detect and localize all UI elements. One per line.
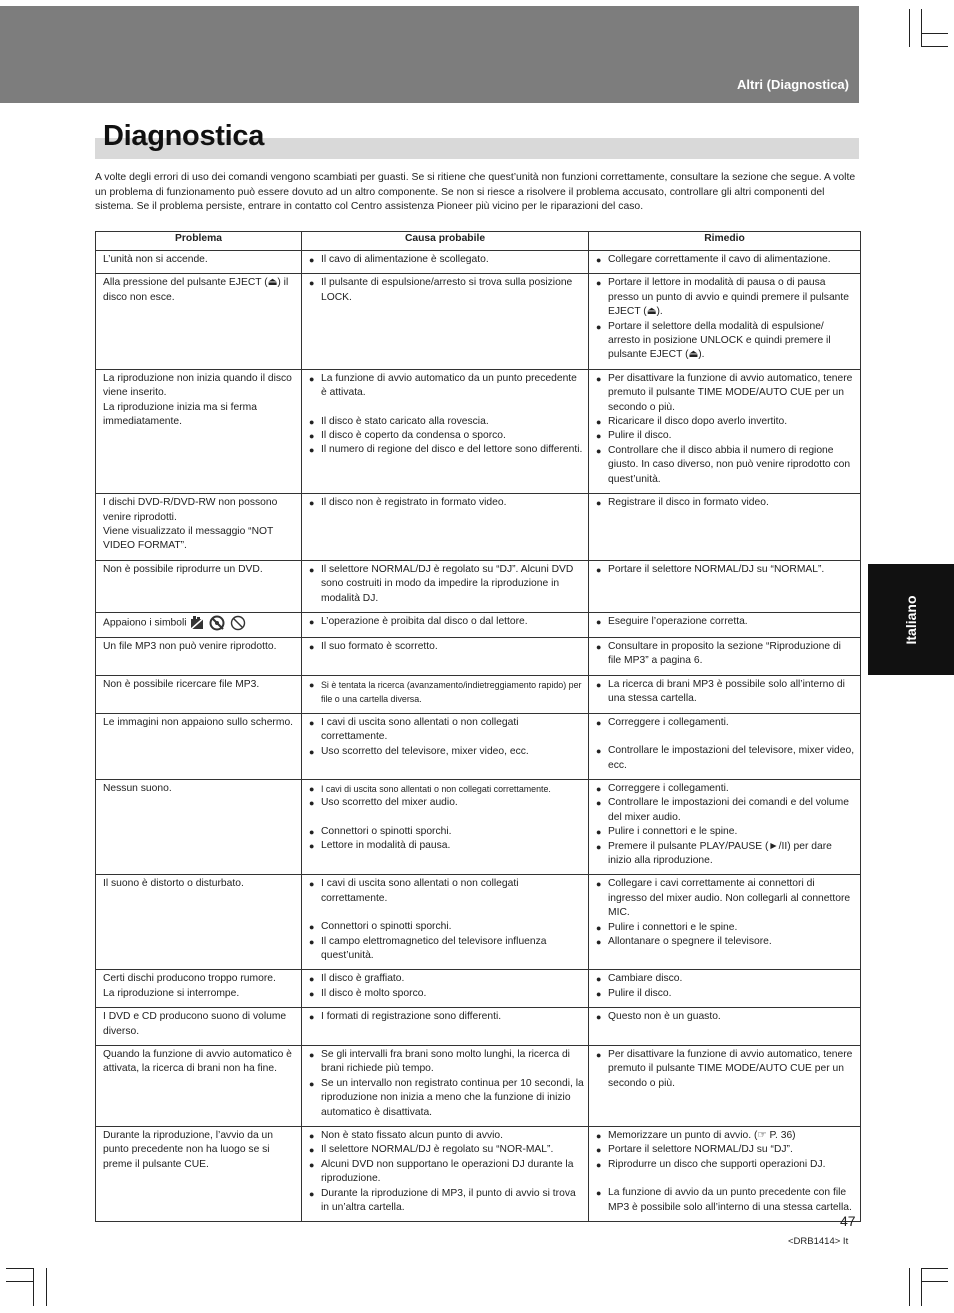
cause-item: ● Il disco è molto sporco. xyxy=(309,987,584,1001)
problem-cell xyxy=(96,1008,302,1046)
table-row xyxy=(96,1008,861,1046)
problem-cell xyxy=(96,274,302,369)
crop-mark xyxy=(921,33,948,34)
header-band xyxy=(0,6,859,103)
crop-mark xyxy=(921,46,948,47)
section-title: Altri (Diagnostica) xyxy=(737,77,849,92)
remedy-item: ● Pulire i connettori e le spine. xyxy=(596,825,856,839)
remedy-item: ● Cambiare disco. xyxy=(596,972,856,986)
cause-cell xyxy=(302,779,589,874)
problem-text: L’unità non si accende. xyxy=(103,254,208,265)
problem-text: Appaiono i simboli xyxy=(103,617,187,629)
problem-cell xyxy=(96,970,302,1008)
crop-mark xyxy=(921,1268,948,1269)
cause-item: ● Il disco è coperto da condensa o sporco. xyxy=(309,429,584,443)
spacer xyxy=(309,906,584,920)
problem-cell xyxy=(96,251,302,274)
remedy-item: ● Per disattivare la funzione di avvio automatico, tenere premuto il pulsante TIME MODE/AUTO CUE per un secondo o più. xyxy=(596,1048,856,1091)
table-row xyxy=(96,970,861,1008)
table-row xyxy=(96,251,861,274)
crop-mark xyxy=(6,1268,34,1269)
table-row xyxy=(96,875,861,970)
problem-text: Certi dischi producono troppo rumore. xyxy=(103,973,276,985)
remedy-cell xyxy=(589,675,861,713)
crop-mark xyxy=(921,9,922,47)
cause-item: ● Il selettore NORMAL/DJ è regolato su “NOR-MAL”. xyxy=(309,1143,584,1157)
cause-cell xyxy=(302,494,589,561)
cause-cell xyxy=(302,875,589,970)
remedy-item: ● Portare il lettore in modalità di pausa o di pausa presso un punto di avvio e quindi premere il pulsante EJECT (⏏). xyxy=(596,276,856,319)
remedy-item: ● Controllare le impostazioni dei comandi e del volume del mixer audio. xyxy=(596,796,856,825)
cause-item: ● I cavi di uscita sono allentati o non collegati correttamente. xyxy=(309,877,584,906)
remedy-cell xyxy=(589,970,861,1008)
remedy-item: ● Pulire i connettori e le spine. xyxy=(596,921,856,935)
crop-mark xyxy=(909,9,910,47)
remedy-cell xyxy=(589,1127,861,1222)
cause-item: ● I cavi di uscita sono allentati o non collegati correttamente. xyxy=(309,782,584,796)
problem-text: Il suono è distorto o disturbato. xyxy=(103,878,244,890)
remedy-item: ● Per disattivare la funzione di avvio automatico, tenere premuto il pulsante TIME MODE/AUTO CUE per un secondo o più. xyxy=(596,372,856,415)
problem-text: La riproduzione inizia ma si ferma immediatamente. xyxy=(103,401,257,428)
page-title: Diagnostica xyxy=(103,120,265,152)
remedy-item: ● Collegare correttamente il cavo di alimentazione. xyxy=(596,253,856,267)
problem-cell xyxy=(96,1127,302,1222)
intro-paragraph: A volte degli errori di uso dei comandi vengono scambiati per guasti. Se si ritiene che quest’unità non funzioni correttamente, consultare la sezione che segue. A volte un problema di funzionamento può essere dovuto ad un altro componente. Se non si riesce a risolvere il problema accusato, controllare gli altri componenti del sistema. Se il problema persiste, entrare in contatto col Centro assistenza Pioneer più vicino per le riparazioni del caso. xyxy=(95,172,856,213)
cause-item: ● Il disco è stato caricato alla rovescia. xyxy=(309,415,584,429)
problem-text: Quando la funzione di avvio automatico è attivata, la ricerca di brani non ha fine. xyxy=(103,1049,292,1075)
table-row xyxy=(96,560,861,612)
problem-text: Le immagini non appaiono sullo schermo. xyxy=(103,716,294,728)
remedy-cell xyxy=(589,1046,861,1127)
table-row xyxy=(96,779,861,874)
problem-text: I DVD e CD producono suono di volume diverso. xyxy=(103,1011,287,1037)
cause-item: ● Uso scorretto del televisore, mixer video, ecc. xyxy=(309,745,584,759)
cause-cell xyxy=(302,1127,589,1222)
problem-text: Non è possibile ricercare file MP3. xyxy=(103,678,260,690)
cause-item: ● Il pulsante di espulsione/arresto si trova sulla posizione LOCK. xyxy=(309,276,584,305)
remedy-cell xyxy=(589,494,861,561)
remedy-cell xyxy=(589,251,861,274)
cause-cell xyxy=(302,612,589,637)
table-header-row xyxy=(96,232,861,251)
table-row xyxy=(96,675,861,713)
cause-item: ● La funzione di avvio automatico da un punto precedente è attivata. xyxy=(309,372,584,401)
problem-cell xyxy=(96,779,302,874)
remedy-item: ● Collegare i cavi correttamente ai connettori di ingresso del mixer audio. Non collegarli al connettore MIC. xyxy=(596,877,856,920)
cause-item: ● Il suo formato è scorretto. xyxy=(309,640,584,654)
problem-cell xyxy=(96,675,302,713)
remedy-cell xyxy=(589,1008,861,1046)
problem-text: Un file MP3 non può venire riprodotto. xyxy=(103,641,277,653)
document-code: <DRB1414> It xyxy=(788,1236,849,1247)
cause-item: ● Il selettore NORMAL/DJ è regolato su “DJ”. Alcuni DVD sono costruiti in modo da impedire la riproduzione in modalità DJ. xyxy=(309,563,584,606)
crop-mark xyxy=(6,1281,34,1282)
remedy-item: ● Portare il selettore NORMAL/DJ su “NORMAL”. xyxy=(596,563,856,577)
remedy-item: ● Eseguire l’operazione corretta. xyxy=(596,615,856,629)
cause-item: ● Uso scorretto del mixer audio. xyxy=(309,796,584,810)
remedy-item: ● Pulire il disco. xyxy=(596,429,856,443)
cause-item: ● Il numero di regione del disco e del lettore sono differenti. xyxy=(309,443,584,457)
remedy-item: ● Ricaricare il disco dopo averlo invertito. xyxy=(596,415,856,429)
cause-item: ● Connettori o spinotti sporchi. xyxy=(309,825,584,839)
remedy-cell xyxy=(589,638,861,676)
hand-prohibited-icon xyxy=(189,615,207,631)
remedy-item: ● Pulire il disco. xyxy=(596,987,856,1001)
table-row xyxy=(96,713,861,779)
remedy-item: ● Controllare le impostazioni del televisore, mixer video, ecc. xyxy=(596,744,856,773)
cause-item: ● Si è tentata la ricerca (avanzamento/indietreggiamento rapido) per file o una cartella diversa. xyxy=(309,678,584,707)
problem-cell xyxy=(96,560,302,612)
problem-text: I dischi DVD-R/DVD-RW non possono venire riprodotti. xyxy=(103,497,278,523)
cause-item: ● Se gli intervalli fra brani sono molto lunghi, la ricerca di brani richiede più tempo. xyxy=(309,1048,584,1077)
cause-item: ● Il disco è graffiato. xyxy=(309,972,584,986)
language-tab xyxy=(868,564,954,675)
cause-cell xyxy=(302,560,589,612)
prohibited-symbols xyxy=(187,618,247,629)
remedy-cell xyxy=(589,369,861,493)
problem-cell xyxy=(96,1046,302,1127)
crop-mark xyxy=(33,1268,34,1306)
table-row xyxy=(96,369,861,493)
problem-cell xyxy=(96,612,302,637)
remedy-item: ● Portare il selettore NORMAL/DJ su “DJ”. xyxy=(596,1143,856,1157)
cause-cell xyxy=(302,369,589,493)
remedy-item: ● Correggere i collegamenti. xyxy=(596,782,856,796)
cause-item: ● Non è stato fissato alcun punto di avvio. xyxy=(309,1129,584,1143)
diagnostics-table xyxy=(95,231,861,1222)
cause-cell xyxy=(302,1008,589,1046)
remedy-item: ● Correggere i collegamenti. xyxy=(596,716,856,730)
column-header-remedy: Rimedio xyxy=(589,232,861,251)
remedy-item: ● Riprodurre un disco che supporti operazioni DJ. xyxy=(596,1158,856,1172)
cause-cell xyxy=(302,970,589,1008)
remedy-cell xyxy=(589,274,861,369)
spacer xyxy=(596,730,856,744)
disc-prohibited-icon xyxy=(209,615,227,631)
page-number: 47 xyxy=(840,1213,856,1229)
column-header-problem: Problema xyxy=(96,232,302,251)
problem-text: Nessun suono. xyxy=(103,782,172,794)
cause-cell xyxy=(302,675,589,713)
cause-item: ● Lettore in modalità di pausa. xyxy=(309,839,584,853)
remedy-item: ● La ricerca di brani MP3 è possibile solo all’interno di una stessa cartella. xyxy=(596,678,856,707)
spacer xyxy=(309,811,584,825)
crop-mark xyxy=(921,1268,922,1306)
remedy-item: ● Allontanare o spegnere il televisore. xyxy=(596,935,856,949)
problem-cell xyxy=(96,494,302,561)
remedy-cell xyxy=(589,612,861,637)
problem-text: La riproduzione non inizia quando il disco viene inserito. xyxy=(103,372,292,399)
problem-text: Non è possibile riprodurre un DVD. xyxy=(103,563,263,575)
table-row xyxy=(96,612,861,637)
remedy-item: ● Premere il pulsante PLAY/PAUSE (►/II) per dare inizio alla riproduzione. xyxy=(596,840,856,869)
cause-item: ● I formati di registrazione sono differenti. xyxy=(309,1010,584,1024)
problem-text: Viene visualizzato il messaggio “NOT VIDEO FORMAT”. xyxy=(103,525,274,552)
table-row xyxy=(96,1127,861,1222)
table-row xyxy=(96,274,861,369)
remedy-item: ● Questo non è un guasto. xyxy=(596,1010,856,1024)
spacer xyxy=(596,1172,856,1186)
crop-mark xyxy=(46,1268,47,1306)
remedy-cell xyxy=(589,560,861,612)
remedy-cell xyxy=(589,875,861,970)
language-tab-label: Italiano xyxy=(903,594,919,645)
remedy-item: ● Portare il selettore della modalità di espulsione/ arresto in posizione UNLOCK e quindi premere il pulsante EJECT (⏏). xyxy=(596,320,856,363)
spacer xyxy=(309,401,584,415)
column-header-cause: Causa probabile xyxy=(302,232,589,251)
table-row xyxy=(96,638,861,676)
cause-item: ● Durante la riproduzione di MP3, il punto di avvio si trova in un’altra cartella. xyxy=(309,1187,584,1216)
cause-cell xyxy=(302,1046,589,1127)
cause-cell xyxy=(302,713,589,779)
cause-item: ● Il cavo di alimentazione è scollegato. xyxy=(309,253,584,267)
remedy-cell xyxy=(589,713,861,779)
cause-item: ● Il campo elettromagnetico del televisore influenza quest’unità. xyxy=(309,935,584,964)
cause-cell xyxy=(302,638,589,676)
remedy-cell xyxy=(589,779,861,874)
remedy-item: ● Consultare in proposito la sezione “Riproduzione di file MP3” a pagina 6. xyxy=(596,640,856,669)
problem-cell xyxy=(96,713,302,779)
problem-cell xyxy=(96,638,302,676)
cause-item: ● Alcuni DVD non supportano le operazioni DJ durante la riproduzione. xyxy=(309,1158,584,1187)
no-entry-icon xyxy=(229,615,247,631)
table-row xyxy=(96,1046,861,1127)
cause-cell xyxy=(302,251,589,274)
cause-cell xyxy=(302,274,589,369)
table-row xyxy=(96,494,861,561)
remedy-item: ● Controllare che il disco abbia il numero di regione giusto. In caso diverso, non può venire riprodotto con quest’unità. xyxy=(596,444,856,487)
crop-mark xyxy=(921,1281,948,1282)
cause-item: ● Se un intervallo non registrato continua per 10 secondi, la riproduzione non inizia a meno che la funzione di inizio automatico è disattivata. xyxy=(309,1077,584,1120)
remedy-item: ● Memorizzare un punto di avvio. (☞ P. 36) xyxy=(596,1129,856,1143)
remedy-item: ● La funzione di avvio da un punto precedente con file MP3 è possibile solo all’interno di una stessa cartella. xyxy=(596,1186,856,1215)
cause-item: ● L’operazione è proibita dal disco o dal lettore. xyxy=(309,615,584,629)
remedy-item: ● Registrare il disco in formato video. xyxy=(596,496,856,510)
cause-item: ● I cavi di uscita sono allentati o non collegati correttamente. xyxy=(309,716,584,745)
problem-text: Alla pressione del pulsante EJECT (⏏) il disco non esce. xyxy=(103,277,289,303)
cause-item: ● Connettori o spinotti sporchi. xyxy=(309,920,584,934)
crop-mark xyxy=(909,1268,910,1306)
problem-cell xyxy=(96,369,302,493)
cause-item: ● Il disco non è registrato in formato video. xyxy=(309,496,584,510)
problem-text: La riproduzione si interrompe. xyxy=(103,987,240,999)
problem-cell xyxy=(96,875,302,970)
problem-text: Durante la riproduzione, l’avvio da un punto precedente non ha luogo se si preme il pulsante CUE. xyxy=(103,1130,273,1170)
